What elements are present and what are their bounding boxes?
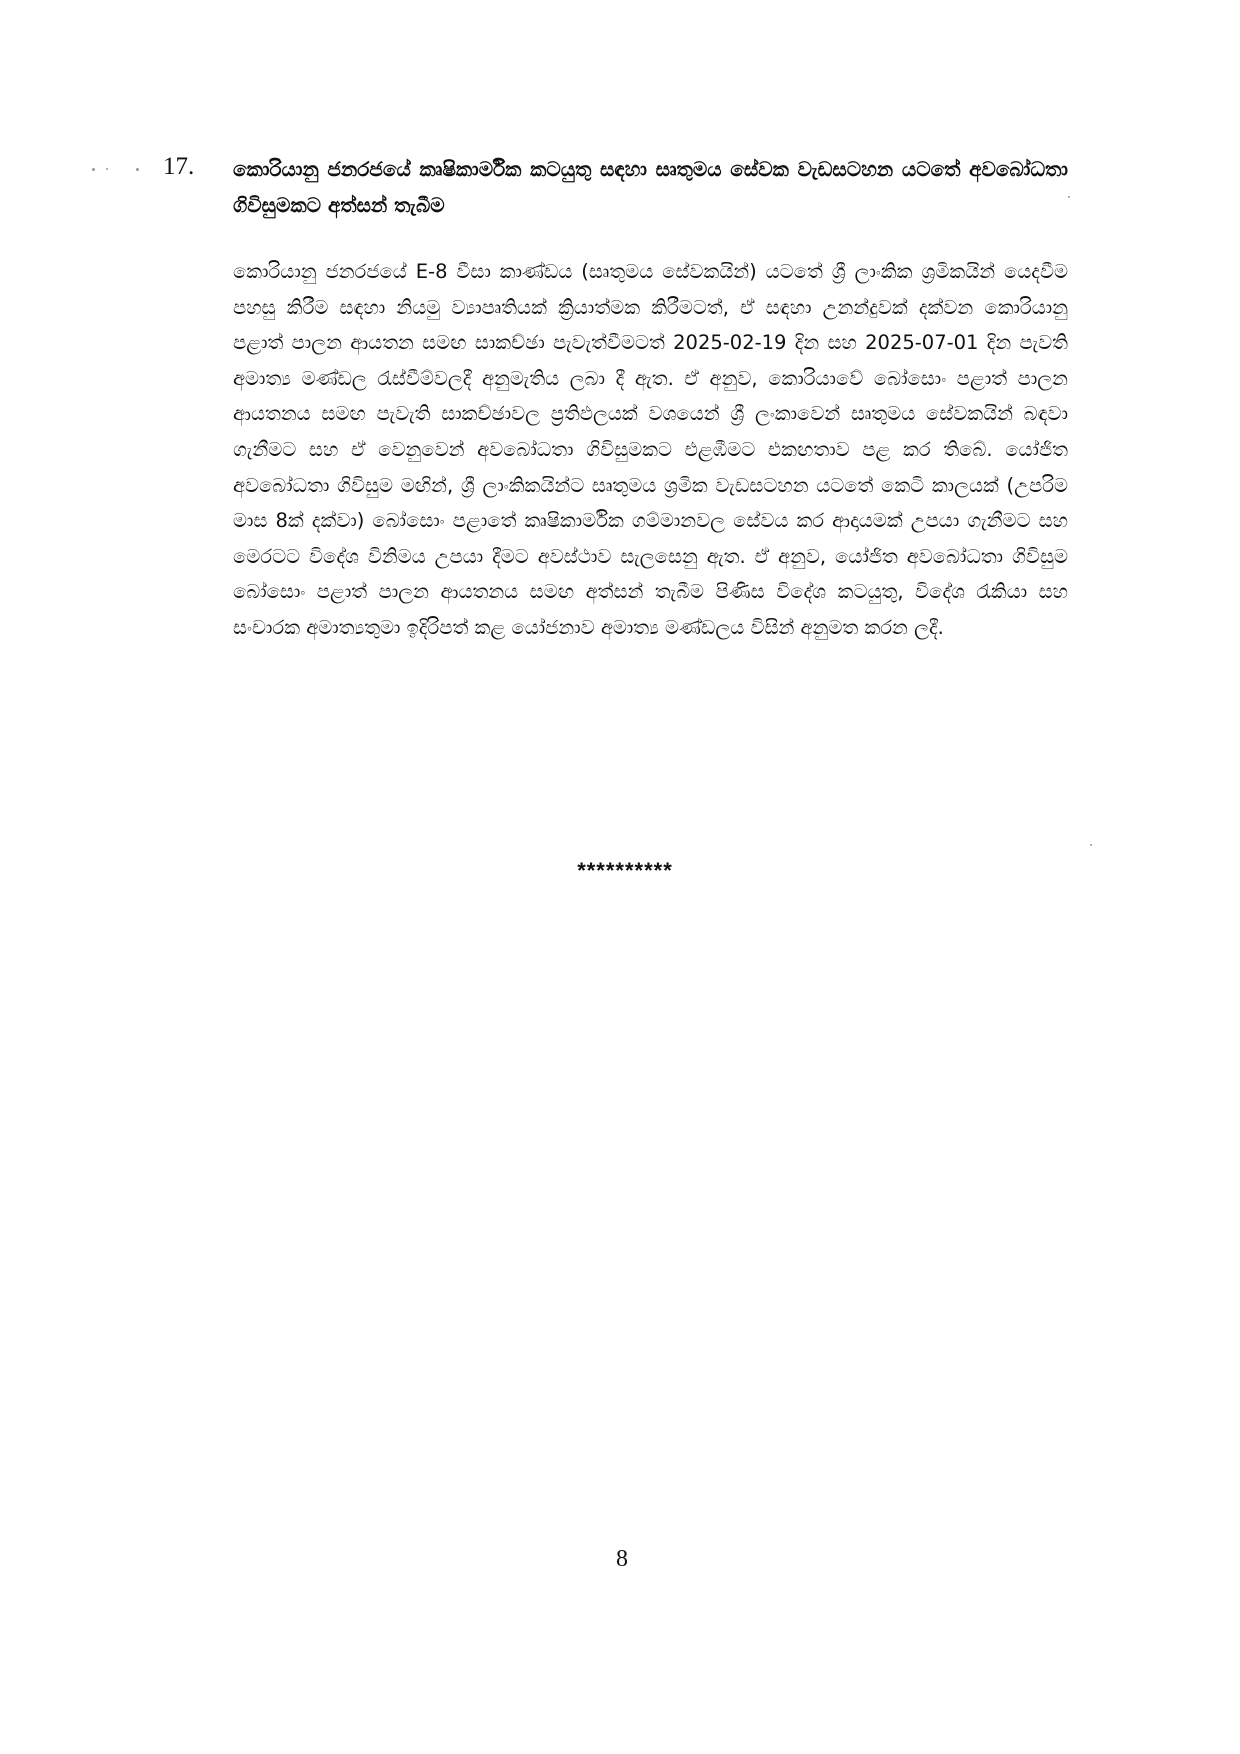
scan-speck [106, 168, 108, 170]
page-number: 8 [616, 1546, 628, 1572]
item-number: 17. [163, 153, 195, 180]
scan-speck [1090, 844, 1092, 846]
scan-speck [136, 168, 139, 171]
scan-speck [92, 168, 95, 171]
item-title: කොරියානු ජනරජයේ කෘෂිකාර්මික කටයුතු සඳහා සෘතුමය සේවක වැඩසටහන යටතේ අවබෝධතා ගිවිසුමකට අත්සන් තැබීම [233, 157, 1068, 217]
section-separator: ********** [577, 858, 673, 883]
scan-speck [1068, 196, 1070, 198]
item-body-paragraph: කොරියානු ජනරජයේ E-8 වීසා කාණ්ඩය (සෘතුමය සේවකයින්) යටතේ ශ්‍රී ලාංකික ශ්‍රමිකයින් යෙදවීම පහසු කිරීම සඳහා නියමු ව්‍යාපෘතියක් ක්‍රියාත්මක කිරීමටත්, ඒ සඳහා උනන්දුවක් දක්වන කොරියානු පළාත් පාලන ආයතන සමඟ සාකච්ඡා පැවැත්වීමටත් 2025-02-19 දින සහ 2025-07-01 දින පැවති අමාත්‍ය මණ්ඩල රැස්වීම්වලදී අනුමැතිය ලබා දී ඇත. ඒ අනුව, කොරියාවේ බෝසොං පළාත් පාලන ආයතනය සමඟ පැවැති සාකච්ඡාවල ප්‍රතිඵලයක් වශයෙන් ශ්‍රී ලංකාවෙන් සෘතුමය සේවකයින් බඳවා ගැනීමට සහ ඒ වෙනුවෙන් අවබෝධතා ගිවිසුමකට එළඹීමට එකඟතාව පළ කර තිබේ. යෝජිත අවබෝධතා ගිවිසුම මඟින්, ශ්‍රී ලාංකිකයින්ට සෘතුමය ශ්‍රමික වැඩසටහන යටතේ කෙටි කාලයක් (උපරිම මාස 8ක් දක්වා) බෝසොං පළාතේ කෘෂිකාර්මික ගම්මානවල සේවය කර ආදායමක් උපයා ගැනීමට සහ මෙරටට විදේශ විනිමය උපයා දීමට අවස්ථාව සැලසෙනු ඇත. ඒ අනුව, යෝජිත අවබෝධතා ගිවිසුම බෝසොං පළාත් පාලන ආයතනය සමඟ අත්සන් තැබීම පිණිස විදේශ කටයුතු, විදේශ රැකියා සහ සංචාරක අමාත්‍යතුමා ඉදිරිපත් කළ යෝජනාව අමාත්‍ය මණ්ඩලය විසින් අනුමත කරන ලදී. [233, 260, 1068, 639]
